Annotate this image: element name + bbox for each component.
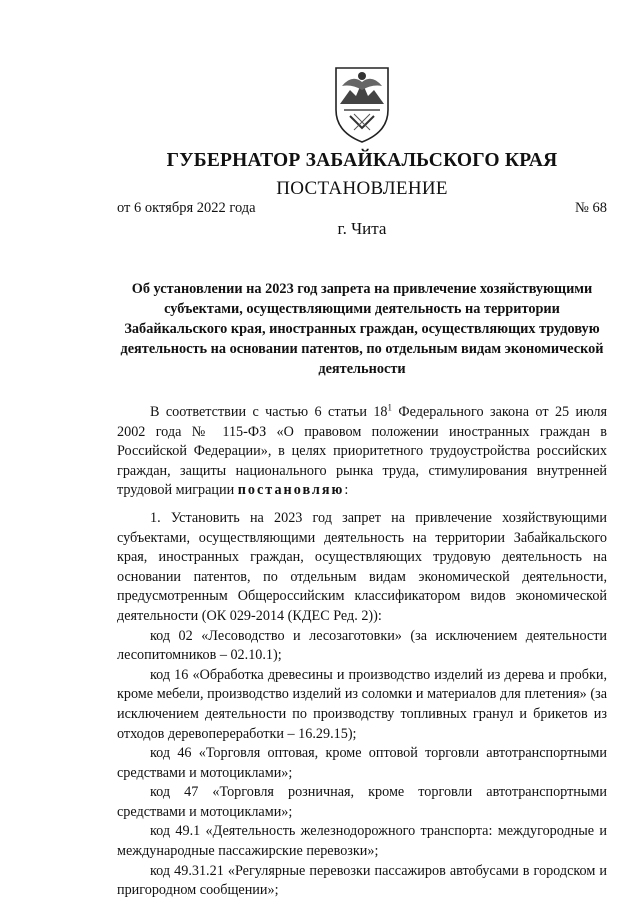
preamble-superscript: 1 [387, 402, 393, 413]
document-title: Об установлении на 2023 год запрета на привлечение хозяйствующими субъектами, осуществляющими деятельность на территории Забайкальского края, иностранных граждан, осуществляющих трудовую деятельность на основании патентов, по отдельным видам экономической деятельности [120, 281, 604, 377]
document-number: № 68 [575, 200, 607, 216]
document-type: ПОСТАНОВЛЕНИЕ [276, 178, 448, 199]
preamble-text-cont: Федерального закона от 25 июля 2002 года № 115-ФЗ «О правовом положении иностранных граждан в Российской Федерации», в целях приоритетного трудоустройства российских граждан, защиты национального рынка труда, стимулирования внутренней трудовой миграции [117, 404, 607, 499]
document-body [117, 403, 607, 901]
code-item: код 02 «Лесоводство и лесозаготовки» (за исключением деятельности лесопитомников – 02.10.1); [117, 627, 607, 664]
code-item: код 49.31.21 «Регулярные перевозки пассажиров автобусами в городском и пригородном сообщении»; [117, 862, 607, 899]
code-item: код 16 «Обработка древесины и производство изделий из дерева и пробки, кроме мебели, производство изделий из соломки и материалов для плетения» (за исключением деятельности по производству топливных гранул и брикетов из отходов деревопереработки – 16.29.15); [117, 666, 607, 742]
code-item: код 46 «Торговля оптовая, кроме оптовой торговли автотранспортными средствами и мотоциклами»; [117, 745, 607, 781]
preamble-paragraph [117, 403, 607, 501]
code-item: код 49.1 «Деятельность железнодорожного транспорта: междугородные и международные пассажирские перевозки»; [117, 823, 607, 860]
clause-1: 1. Установить на 2023 год запрет на привлечение хозяйствующими субъектами, осуществляющими деятельность на территории Забайкальского края, иностранных граждан, осуществляющих трудовую деятельность на основании патентов, по отдельным видам экономической деятельности, предусмотренным Общероссийским классификатором видов экономической деятельности (ОК 029-2014 (КДЕС Ред. 2)): [117, 509, 607, 624]
decree-word: постановляю [237, 482, 345, 499]
code-item: код 47 «Торговля розничная, кроме торговли автотранспортными средствами и мотоциклами»; [117, 784, 607, 820]
document-date: от 6 октября 2022 года [117, 200, 256, 216]
coat-of-arms-icon [330, 64, 394, 144]
preamble-text: В соответствии с частью 6 статьи 18 [150, 404, 388, 420]
preamble-end: : [344, 482, 349, 499]
document-city: г. Чита [337, 219, 387, 238]
authority-heading: ГУБЕРНАТОР ЗАБАЙКАЛЬСКОГО КРАЯ [166, 150, 558, 171]
